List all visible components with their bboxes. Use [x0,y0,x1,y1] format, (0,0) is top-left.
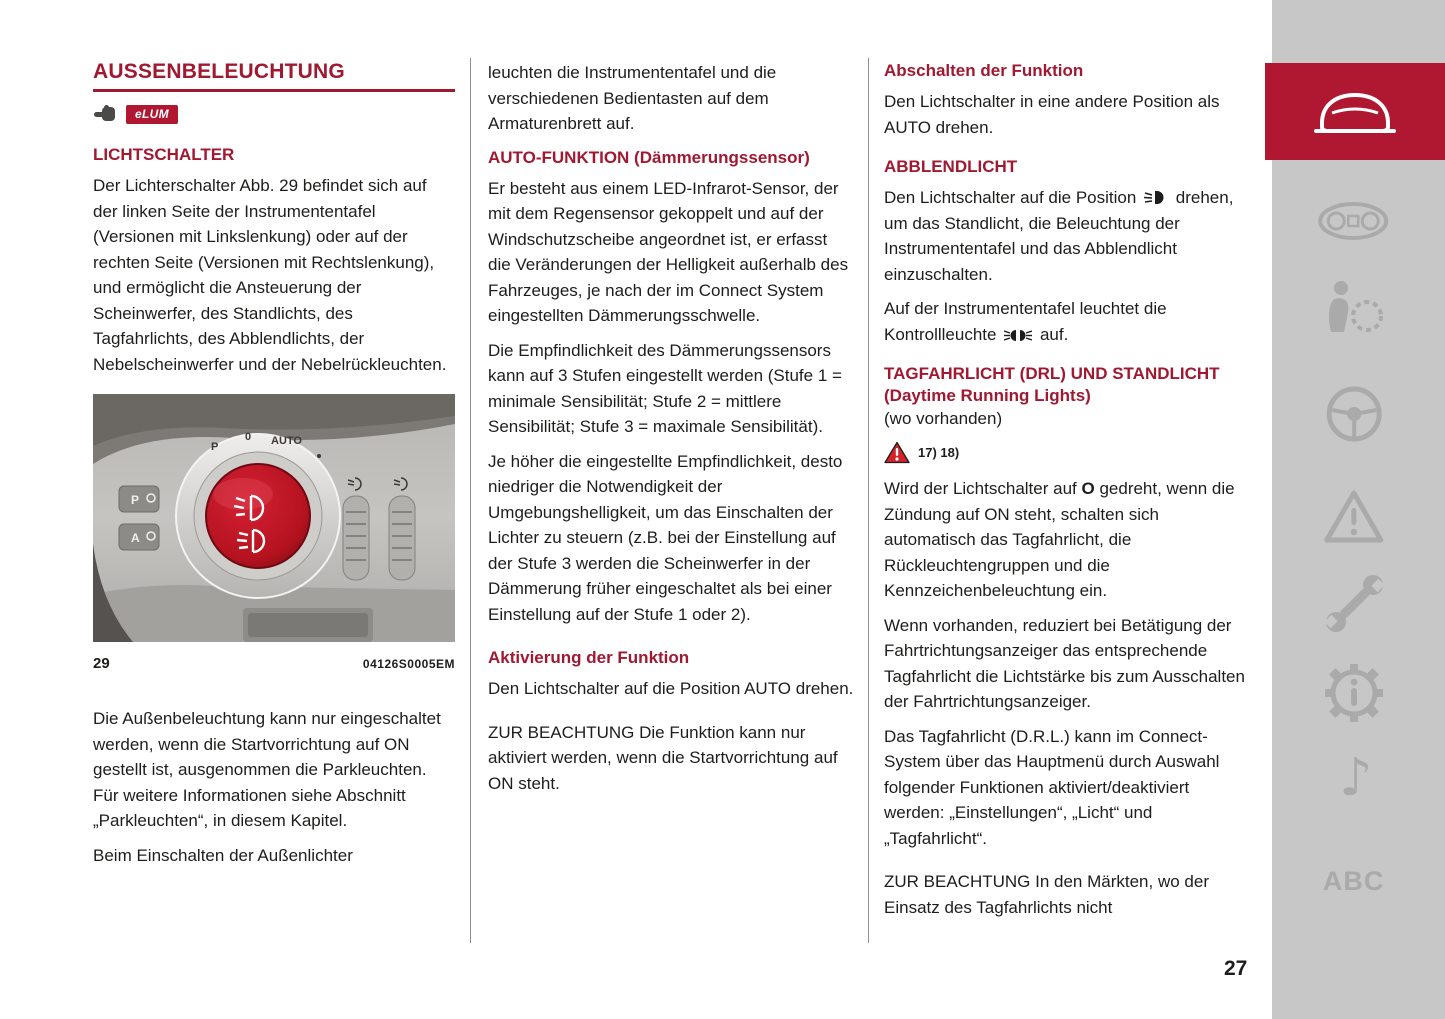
figure-caption [93,655,455,672]
title-rule [93,89,455,92]
position-light-indicator-icon [1004,329,1032,342]
column-2 [488,60,854,805]
page-number: 27 [1224,957,1248,980]
paragraph: Auf der Instrumententafel leuchtet die Kontrollleuchte auf. [884,299,1167,344]
paragraph: Beim Einschalten der Außenlichter [93,845,353,865]
column-divider [470,58,471,943]
paragraph: Den Lichtschalter in eine andere Position als AUTO drehen. [884,92,1220,137]
bold-position-o: O [1081,479,1095,498]
paragraph: ZUR BEACHTUNG Die Funktion kann nur aktiviert werden, wenn die Startvorrichtung auf ON steht. [488,722,838,793]
paragraph: ZUR BEACHTUNG In den Märkten, wo der Einsatz des Tagfahrlichts nicht [884,872,1209,917]
svg-text:AUTO: AUTO [271,435,302,447]
instrument-cluster-icon [1317,196,1389,246]
warning-triangle-icon [884,441,910,464]
paragraph: Den Lichtschalter auf die Position drehen, um das Standlicht, die Beleuchtung der Instrumententafel und das Abblendlicht einzuschalten. [884,188,1234,284]
low-beam-icon [1144,190,1168,205]
elum-badge-row [93,104,455,124]
elum-badge: eLUM [126,105,178,124]
svg-text:0: 0 [245,431,252,443]
abc-index-icon: ABC [1322,866,1385,896]
heading-tagfahrlicht: TAGFAHRLICHT (DRL) UND STANDLICHT (Daytime Running Lights) [884,364,1220,405]
page-title: AUSSENBELEUCHTUNG [93,60,345,83]
paragraph: Wenn vorhanden, reduziert bei Betätigung der Fahrtrichtungsanzeiger das entsprechende Tagfahrlicht die Lichtstärke bis zum Ausschalten der Fahrtrichtungsanzeiger. [884,615,1245,711]
active-chapter-tab [1265,63,1445,160]
heading-auto-funktion: AUTO-FUNKTION (Dämmerungssensor) [488,147,810,167]
paragraph: Wird der Lichtschalter auf O gedreht, wenn die Zündung auf ON steht, schalten sich automatisch das Tagfahrlicht, die Rückleuchtengruppen und die Kennzeichenbeleuchtung ein. [884,479,1235,600]
gear-info-icon [1323,662,1385,724]
heading-lichtschalter: LICHTSCHALTER [93,145,235,164]
music-note-icon: ♪ [1339,748,1373,808]
footnote-refs: 17) 18) [918,445,960,460]
car-icon [1312,83,1398,141]
heading-aktivierung: Aktivierung der Funktion [488,648,690,667]
figure-number: 29 [93,655,110,672]
chapter-sidebar [1272,0,1445,1019]
paragraph: Je höher die eingestellte Empfindlichkeit, desto niedriger die Notwendigkeit der Umgebungshelligkeit, um das Einschalten der Lichter zu steuern (z.B. bei der Einstellung auf der Stufe 3 werden die Scheinwerfer in der Dämmerung früher eingeschaltet als bei einer Einstellung auf der Stufe 1 oder 2). [488,451,843,624]
warning-note-row [884,441,1245,464]
paragraph: Das Tagfahrlicht (D.R.L.) kann im Connect-System über das Hauptmenü durch Auswahl folgender Funktionen aktiviert/deaktiviert werden: „Einstellungen“, „Licht“ und „Tagfahrlicht“. [884,726,1220,848]
paragraph: Er besteht aus einem LED-Infrarot-Sensor, der mit dem Regensensor gekoppelt und auf der Windschutzscheibe angeordnet ist, er erfasst die Veränderungen der Helligkeit außerhalb des Fahrzeuges, je nach der im Connect System eingestellten Dämmerungsschwelle. [488,178,849,325]
paragraph: Der Lichterschalter Abb. 29 befindet sich auf der linken Seite der Instrumententafel (Versionen mit Linkslenkung) oder auf der rechten Seite (Versionen mit Rechtslenkung), und ermöglicht die Ansteuerung der Scheinwerfer, des Standlichts, des Tagfahrlichts, des Abblendlichts, der Nebelscheinwerfer und der Nebelrückleuchten. [93,176,447,374]
wrench-icon [1323,572,1385,634]
svg-text:P: P [131,493,140,507]
light-switch-photo [93,394,455,642]
airbag-icon [1323,278,1385,336]
heading-tagfahrlicht-sub: (wo vorhanden) [884,409,1003,428]
column-divider [868,58,869,943]
column-1 [93,60,455,877]
figure-code: 04126S0005EM [362,657,455,671]
column-3 [884,60,1245,929]
svg-text:A: A [131,531,140,545]
steering-wheel-icon [1324,384,1384,444]
paragraph: Die Empfindlichkeit des Dämmerungssensors kann auf 3 Stufen eingestellt werden (Stufe 1 = minimale Sensibilität; Stufe 2 = mittlere Sensibilität; Stufe 3 = maximale Sensibilität). [488,340,842,436]
heading-abblendlicht: ABBLENDLICHT [884,157,1018,176]
paragraph: leuchten die Instrumententafel und die verschiedenen Bedientasten auf dem Armaturenbrett auf. [488,63,777,133]
paragraph: Den Lichtschalter auf die Position AUTO drehen. [488,679,854,698]
heading-abschalten: Abschalten der Funktion [884,61,1084,80]
svg-text:P: P [211,441,219,453]
paragraph: Die Außenbeleuchtung kann nur eingeschaltet werden, wenn die Startvorrichtung auf ON gestellt ist, ausgenommen die Parkleuchten. Für weitere Informationen siehe Abschnitt „Parkleuchten“, in diesem Kapitel. [93,709,441,830]
pointing-hand-icon [93,104,119,124]
warning-triangle-sidebar-icon [1321,488,1385,546]
